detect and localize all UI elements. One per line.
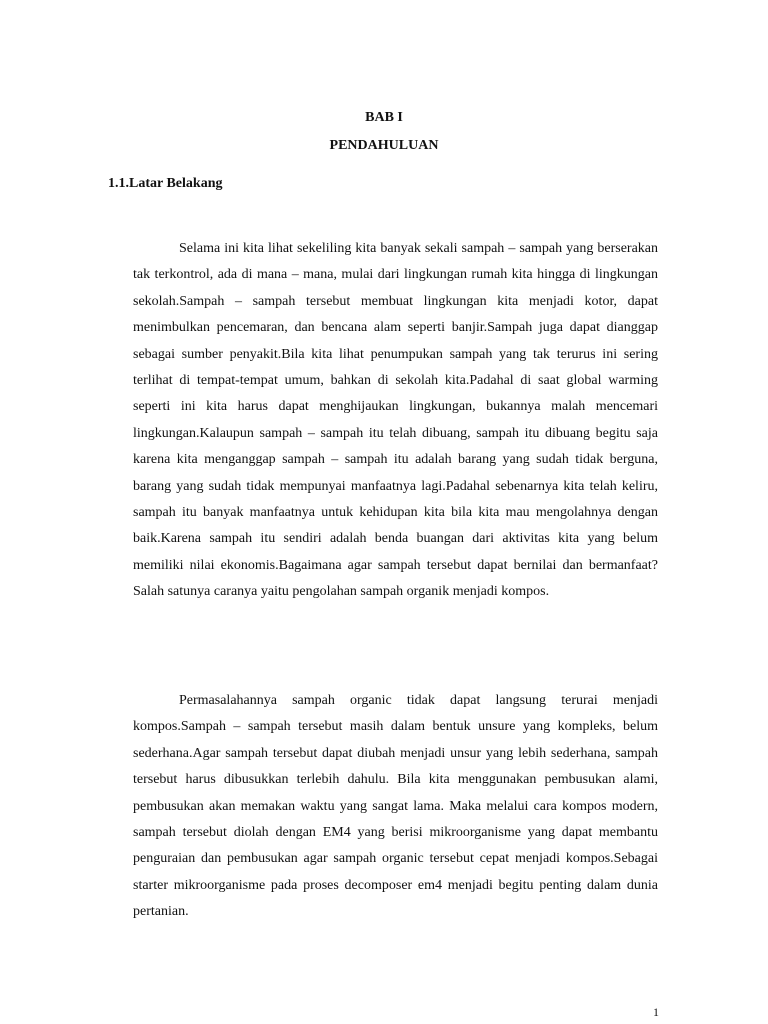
body-paragraph: Selama ini kita lihat sekeliling kita banyak sekali sampah – sampah yang berserakan tak terkontrol, ada di mana – mana, mulai dari lingkungan rumah kita hingga di lingkungan sekolah.Sampah – sampah tersebut membuat lingkungan kita menjadi kotor, dapat menimbulkan pencemaran, dan bencana alam seperti banjir.Sampah juga dapat dianggap sebagai sumber penyakit.Bila kita lihat penumpukan sampah yang tak terurus ini sering terlihat di tempat-tempat umum, bahkan di sekolah kita.Padahal di saat global warming seperti ini kita harus dapat menghijaukan lingkungan, bukannya malah mencemari lingkungan.Kalaupun sampah – sampah itu telah dibuang, sampah itu dibuang begitu saja karena kita menganggap sampah – sampah itu adalah barang yang sudah tidak berguna, barang yang sudah tidak mempunyai manfaatnya lagi.Padahal sebenarnya kita telah keliru, sampah itu banyak manfaatnya untuk kehidupan kita bila kita mau mengolahnya dengan baik.Karena sampah itu sendiri adalah benda buangan dari aktivitas kita yang belum memiliki nilai ekonomis.Bagaimana agar sampah tersebut dapat bernilai dan bermanfaat?Salah satunya caranya yaitu pengolahan sampah organik menjadi kompos. — [133, 241, 658, 600]
chapter-heading: BAB I — [365, 110, 403, 125]
page-number: 1 — [653, 1005, 659, 1019]
chapter-title: PENDAHULUAN — [329, 138, 439, 153]
section-heading: 1.1.Latar Belakang — [108, 176, 223, 191]
body-paragraph: Permasalahannya sampah organic tidak dapat langsung terurai menjadi kompos.Sampah – sampah tersebut masih dalam bentuk unsure yang kompleks, belum sederhana.Agar sampah tersebut dapat diubah menjadi unsur yang lebih sederhana, sampah tersebut harus dibusukkan terlebih dahulu. Bila kita menggunakan pembusukan alami, pembusukan akan memakan waktu yang sangat lama. Maka melalui cara kompos modern, sampah tersebut diolah dengan EM4 yang berisi mikroorganisme yang dapat membantu penguraian dan pembusukan agar sampah organic tersebut cepat menjadi kompos.Sebagai starter mikroorganisme pada proses decomposer em4 menjadi begitu penting dalam dunia pertanian. — [133, 693, 658, 920]
